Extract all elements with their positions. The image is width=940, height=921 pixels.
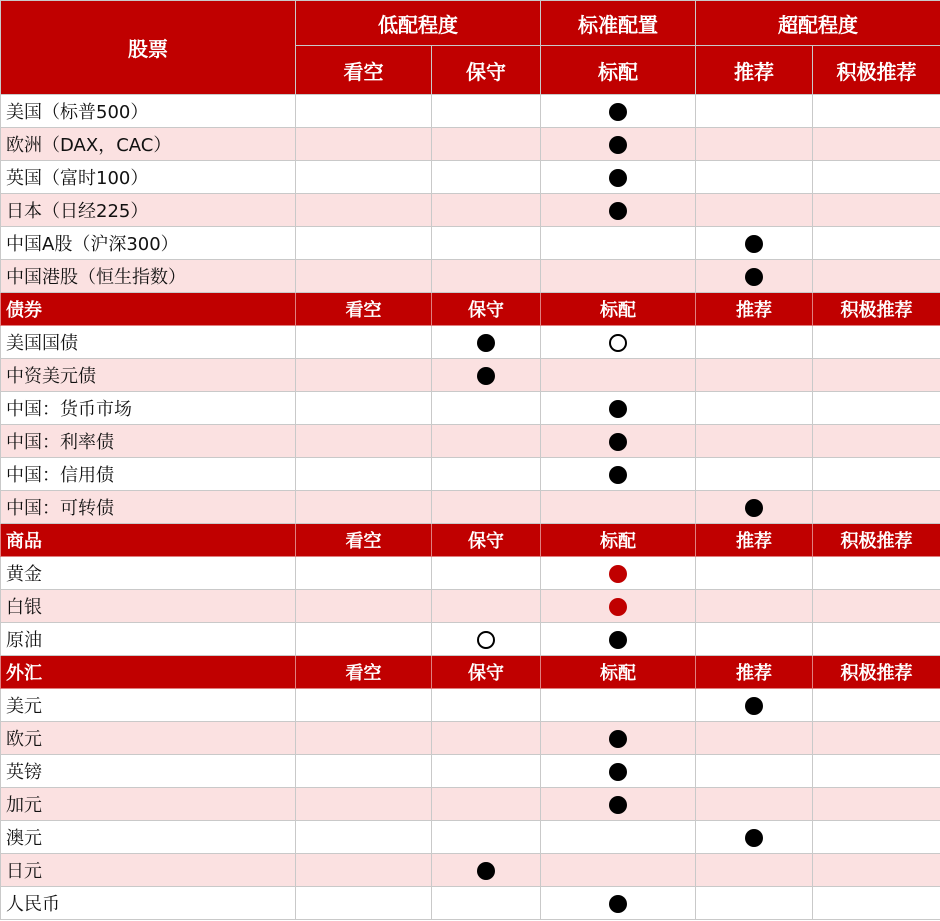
rating-cell — [813, 689, 940, 722]
section-title: 商品 — [1, 524, 296, 557]
filled-dot-icon — [609, 895, 627, 913]
rating-cell — [813, 128, 940, 161]
header-conservative: 保守 — [432, 46, 541, 95]
header-underweight-group: 低配程度 — [296, 1, 541, 46]
filled-dot-icon — [477, 334, 495, 352]
rating-cell — [432, 227, 541, 260]
section-column-label: 看空 — [296, 656, 432, 689]
rating-cell — [296, 854, 432, 887]
filled-dot-icon — [609, 466, 627, 484]
rating-cell — [813, 755, 940, 788]
section-title: 债券 — [1, 293, 296, 326]
asset-label: 日本（日经225） — [1, 194, 296, 227]
filled-dot-icon — [609, 103, 627, 121]
rating-cell — [813, 821, 940, 854]
rating-cell — [432, 821, 541, 854]
rating-cell — [432, 689, 541, 722]
rating-cell — [696, 161, 813, 194]
rating-cell — [813, 161, 940, 194]
asset-label: 欧洲（DAX，CAC） — [1, 128, 296, 161]
rating-cell — [296, 260, 432, 293]
table-row — [1, 260, 940, 293]
rating-cell — [696, 557, 813, 590]
table-header — [1, 1, 940, 95]
hollow-circle-icon — [477, 631, 495, 649]
section-column-label: 推荐 — [696, 524, 813, 557]
rating-cell — [296, 194, 432, 227]
rating-cell — [696, 392, 813, 425]
filled-dot-icon — [745, 235, 763, 253]
rating-cell — [696, 887, 813, 920]
asset-label: 中国：信用债 — [1, 458, 296, 491]
rating-cell — [296, 689, 432, 722]
rating-cell — [696, 95, 813, 128]
rating-cell — [541, 623, 696, 656]
table-body — [1, 95, 940, 920]
rating-cell — [541, 359, 696, 392]
rating-cell — [296, 458, 432, 491]
rating-cell — [813, 326, 940, 359]
asset-label: 中国A股（沪深300） — [1, 227, 296, 260]
rating-cell — [813, 887, 940, 920]
rating-cell — [541, 821, 696, 854]
rating-cell — [696, 194, 813, 227]
rating-cell — [813, 359, 940, 392]
asset-label: 美国（标普500） — [1, 95, 296, 128]
asset-label: 中国：可转债 — [1, 491, 296, 524]
rating-cell — [296, 359, 432, 392]
rating-cell — [296, 128, 432, 161]
rating-cell — [541, 788, 696, 821]
rating-cell — [813, 557, 940, 590]
rating-cell — [813, 392, 940, 425]
header-recommend: 推荐 — [696, 46, 813, 95]
rating-cell — [541, 95, 696, 128]
rating-cell — [296, 326, 432, 359]
filled-dot-icon — [609, 400, 627, 418]
rating-cell — [696, 590, 813, 623]
rating-cell — [432, 260, 541, 293]
rating-cell — [696, 623, 813, 656]
section-column-label: 看空 — [296, 524, 432, 557]
header-equities: 股票 — [1, 1, 296, 95]
section-column-label: 标配 — [541, 656, 696, 689]
table-row — [1, 227, 940, 260]
rating-cell — [432, 623, 541, 656]
section-column-label: 推荐 — [696, 293, 813, 326]
section-column-label: 积极推荐 — [813, 656, 940, 689]
rating-cell — [696, 788, 813, 821]
rating-cell — [432, 194, 541, 227]
rating-cell — [296, 590, 432, 623]
rating-cell — [296, 557, 432, 590]
table-row — [1, 161, 940, 194]
asset-label: 黄金 — [1, 557, 296, 590]
asset-label: 中国港股（恒生指数） — [1, 260, 296, 293]
rating-cell — [432, 887, 541, 920]
rating-cell — [432, 359, 541, 392]
rating-cell — [541, 425, 696, 458]
asset-label: 中资美元债 — [1, 359, 296, 392]
rating-cell — [541, 260, 696, 293]
rating-cell — [696, 854, 813, 887]
table-row — [1, 326, 940, 359]
rating-cell — [432, 722, 541, 755]
rating-cell — [813, 425, 940, 458]
header-bearish: 看空 — [296, 46, 432, 95]
table-row — [1, 821, 940, 854]
rating-cell — [813, 260, 940, 293]
filled-dot-icon — [609, 433, 627, 451]
table-row — [1, 788, 940, 821]
rating-cell — [296, 425, 432, 458]
rating-cell — [696, 260, 813, 293]
rating-cell — [696, 425, 813, 458]
rating-cell — [813, 194, 940, 227]
rating-cell — [296, 788, 432, 821]
table-row — [1, 128, 940, 161]
red-dot-icon — [609, 565, 627, 583]
rating-cell — [813, 227, 940, 260]
table-row — [1, 623, 940, 656]
rating-cell — [541, 854, 696, 887]
filled-dot-icon — [745, 499, 763, 517]
filled-dot-icon — [609, 763, 627, 781]
rating-cell — [432, 788, 541, 821]
table-row — [1, 491, 940, 524]
section-header-row — [1, 293, 940, 326]
rating-cell — [541, 689, 696, 722]
rating-cell — [296, 821, 432, 854]
header-neutral: 标配 — [541, 46, 696, 95]
rating-cell — [696, 689, 813, 722]
table-row — [1, 458, 940, 491]
asset-label: 中国：货币市场 — [1, 392, 296, 425]
rating-cell — [296, 887, 432, 920]
table-row — [1, 557, 940, 590]
rating-cell — [432, 458, 541, 491]
rating-cell — [541, 392, 696, 425]
table-row — [1, 689, 940, 722]
rating-cell — [432, 854, 541, 887]
rating-cell — [432, 392, 541, 425]
asset-label: 英国（富时100） — [1, 161, 296, 194]
rating-cell — [696, 227, 813, 260]
rating-cell — [296, 392, 432, 425]
rating-cell — [696, 491, 813, 524]
header-strong-recommend: 积极推荐 — [813, 46, 940, 95]
rating-cell — [432, 425, 541, 458]
filled-dot-icon — [745, 268, 763, 286]
section-column-label: 积极推荐 — [813, 293, 940, 326]
rating-cell — [696, 326, 813, 359]
red-dot-icon — [609, 598, 627, 616]
table-row — [1, 359, 940, 392]
filled-dot-icon — [609, 631, 627, 649]
filled-dot-icon — [745, 829, 763, 847]
rating-cell — [296, 623, 432, 656]
asset-label: 人民币 — [1, 887, 296, 920]
filled-dot-icon — [609, 730, 627, 748]
asset-label: 中国：利率债 — [1, 425, 296, 458]
rating-cell — [813, 458, 940, 491]
table-row — [1, 590, 940, 623]
asset-label: 原油 — [1, 623, 296, 656]
rating-cell — [541, 557, 696, 590]
filled-dot-icon — [609, 202, 627, 220]
rating-cell — [813, 491, 940, 524]
rating-cell — [432, 590, 541, 623]
section-header-row — [1, 524, 940, 557]
rating-cell — [813, 590, 940, 623]
section-column-label: 保守 — [432, 656, 541, 689]
table-row — [1, 392, 940, 425]
rating-cell — [541, 326, 696, 359]
asset-label: 日元 — [1, 854, 296, 887]
rating-cell — [541, 227, 696, 260]
section-title: 外汇 — [1, 656, 296, 689]
rating-cell — [696, 722, 813, 755]
rating-cell — [432, 95, 541, 128]
table-row — [1, 722, 940, 755]
rating-cell — [813, 623, 940, 656]
table-row — [1, 425, 940, 458]
asset-label: 美国国债 — [1, 326, 296, 359]
rating-cell — [541, 161, 696, 194]
rating-cell — [432, 326, 541, 359]
rating-cell — [696, 755, 813, 788]
filled-dot-icon — [609, 796, 627, 814]
rating-cell — [541, 887, 696, 920]
rating-cell — [296, 722, 432, 755]
header-standard-group: 标准配置 — [541, 1, 696, 46]
rating-cell — [813, 95, 940, 128]
rating-cell — [296, 227, 432, 260]
rating-cell — [696, 458, 813, 491]
rating-cell — [296, 95, 432, 128]
rating-cell — [813, 722, 940, 755]
asset-label: 英镑 — [1, 755, 296, 788]
rating-cell — [541, 491, 696, 524]
rating-cell — [813, 788, 940, 821]
asset-label: 澳元 — [1, 821, 296, 854]
table-row — [1, 194, 940, 227]
rating-cell — [696, 359, 813, 392]
section-column-label: 看空 — [296, 293, 432, 326]
rating-cell — [541, 128, 696, 161]
filled-dot-icon — [609, 169, 627, 187]
section-column-label: 保守 — [432, 524, 541, 557]
rating-cell — [432, 755, 541, 788]
filled-dot-icon — [477, 367, 495, 385]
section-column-label: 推荐 — [696, 656, 813, 689]
asset-label: 加元 — [1, 788, 296, 821]
filled-dot-icon — [477, 862, 495, 880]
rating-cell — [296, 491, 432, 524]
rating-cell — [541, 194, 696, 227]
table-row — [1, 854, 940, 887]
asset-label: 白银 — [1, 590, 296, 623]
rating-cell — [432, 557, 541, 590]
table-row — [1, 95, 940, 128]
section-header-row — [1, 656, 940, 689]
rating-cell — [541, 722, 696, 755]
hollow-circle-icon — [609, 334, 627, 352]
filled-dot-icon — [745, 697, 763, 715]
rating-cell — [296, 755, 432, 788]
rating-cell — [432, 491, 541, 524]
asset-label: 欧元 — [1, 722, 296, 755]
section-column-label: 标配 — [541, 293, 696, 326]
rating-cell — [696, 821, 813, 854]
rating-cell — [541, 590, 696, 623]
header-overweight-group: 超配程度 — [696, 1, 940, 46]
rating-cell — [541, 458, 696, 491]
rating-cell — [696, 128, 813, 161]
section-column-label: 保守 — [432, 293, 541, 326]
table-row — [1, 887, 940, 920]
section-column-label: 标配 — [541, 524, 696, 557]
section-column-label: 积极推荐 — [813, 524, 940, 557]
table-row — [1, 755, 940, 788]
rating-cell — [296, 161, 432, 194]
rating-cell — [432, 161, 541, 194]
rating-cell — [541, 755, 696, 788]
rating-cell — [813, 854, 940, 887]
rating-cell — [432, 128, 541, 161]
asset-label: 美元 — [1, 689, 296, 722]
filled-dot-icon — [609, 136, 627, 154]
